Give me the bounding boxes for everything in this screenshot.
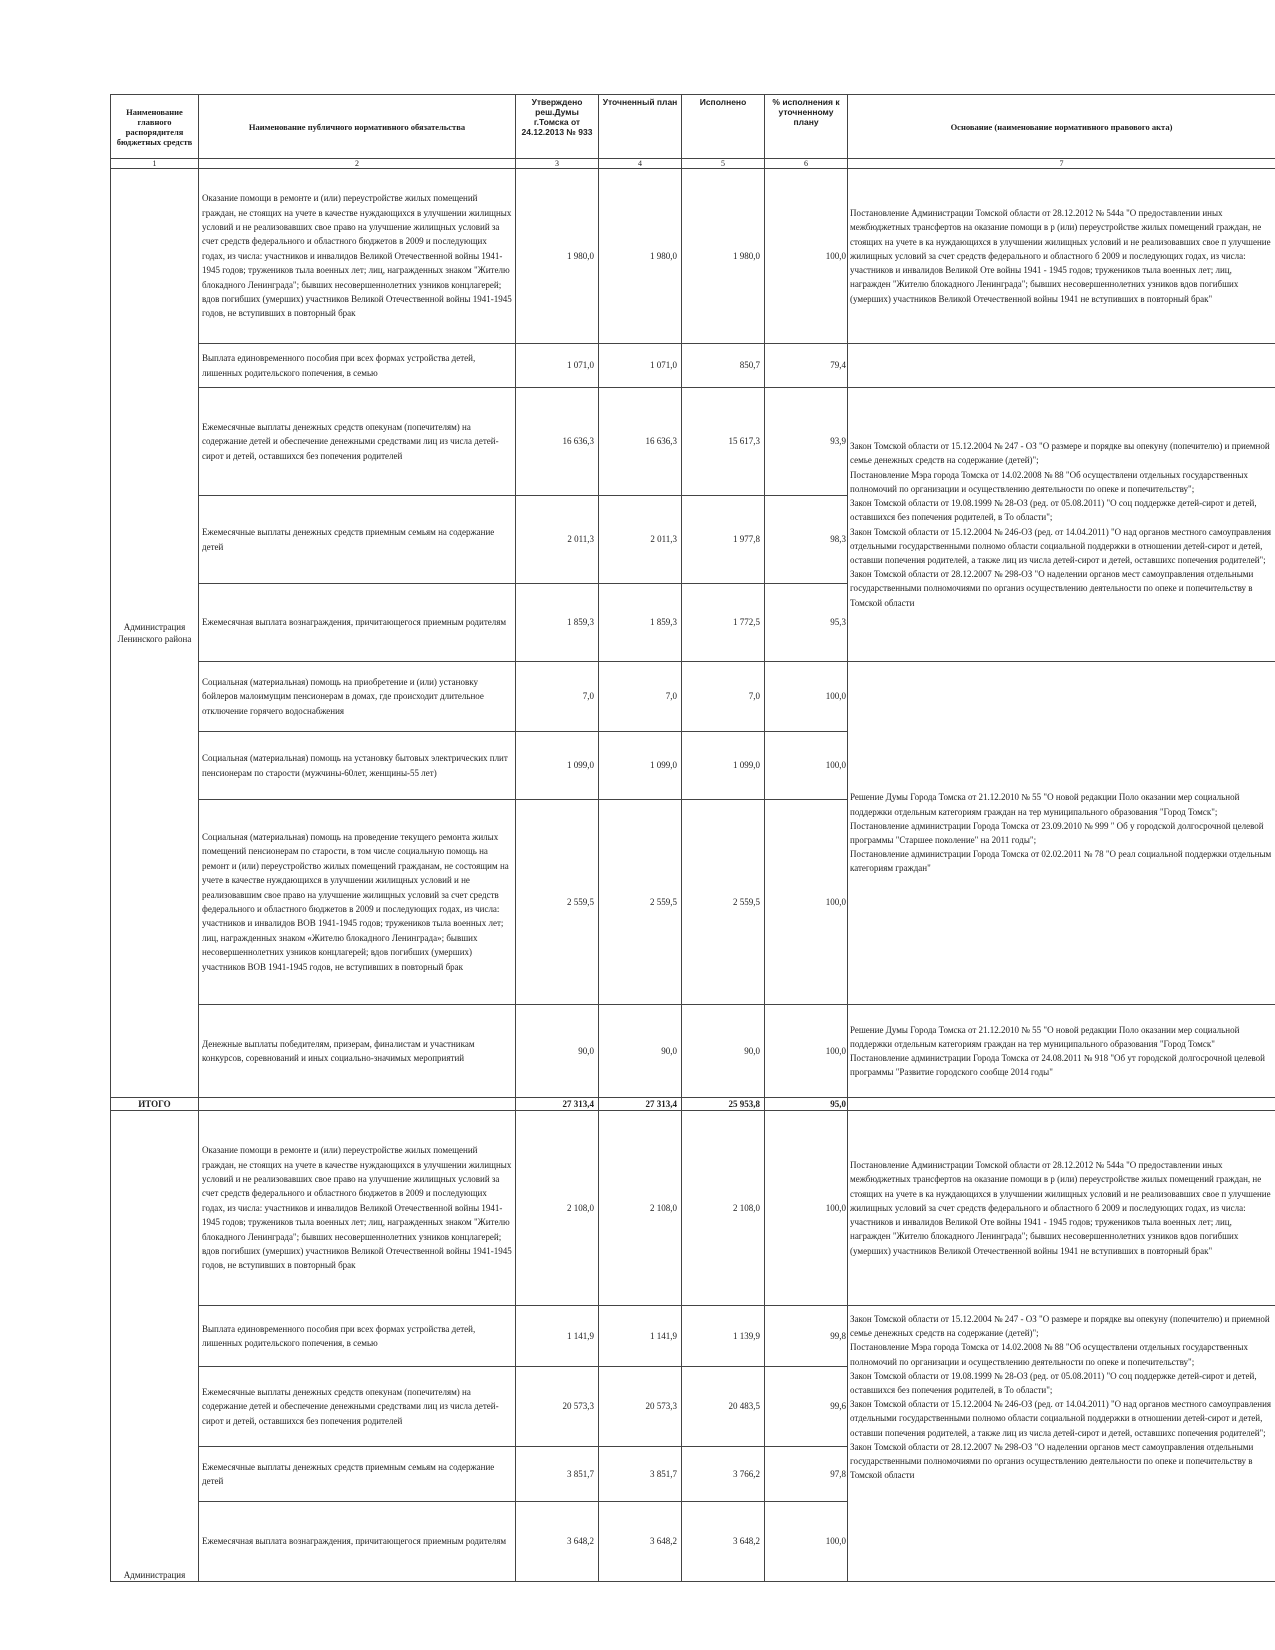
percent-value: 100,0: [765, 1005, 848, 1098]
manager-name: Администрация: [123, 1570, 186, 1580]
percent-value: 100,0: [765, 1111, 848, 1306]
done-value: 1 139,9: [682, 1306, 765, 1367]
percent-value: 98,3: [765, 496, 848, 584]
percent-value: 100,0: [765, 1502, 848, 1582]
plan-value: 16 636,3: [599, 388, 682, 496]
header-plan: Уточненный план: [599, 95, 682, 159]
plan-value: 1 071,0: [599, 344, 682, 388]
percent-value: 93,9: [765, 388, 848, 496]
header-row: [111, 95, 1275, 159]
basis-empty: [848, 344, 1275, 388]
percent-value: 79,4: [765, 344, 848, 388]
done-value: 7,0: [682, 662, 765, 732]
total-row: [111, 1098, 1275, 1111]
total-label: ИТОГО: [111, 1098, 199, 1111]
approved-value: 90,0: [516, 1005, 599, 1098]
percent-value: 100,0: [765, 169, 848, 344]
total-approved: 27 313,4: [516, 1098, 599, 1111]
obligation-name: Ежемесячные выплаты денежных средств приемным семьям на содержание детей: [199, 1447, 516, 1502]
approved-value: 1 980,0: [516, 169, 599, 344]
percent-value: 99,6: [765, 1367, 848, 1447]
done-value: 1 099,0: [682, 732, 765, 800]
plan-value: 7,0: [599, 662, 682, 732]
obligation-name: Социальная (материальная) помощь на установку бытовых электрических плит пенсионерам по старости (мужчины-60лет, женщины-55 лет): [199, 732, 516, 800]
approved-value: 1 859,3: [516, 584, 599, 662]
plan-value: 1 980,0: [599, 169, 682, 344]
percent-value: 97,8: [765, 1447, 848, 1502]
basis-text: Закон Томской области от 15.12.2004 № 247 - ОЗ "О размере и порядке вы опекуну (попечителю) и приемной семье денежных средств на содержание (детей)"; Постановление Мэра города Томска от 14.02.2008 № 88 "Об осуществлени отдельных государственных полномочий по организации и осуществлению деятельности по опеке и попечительству"; Закон Томской области от 19.08.1999 № 28-ОЗ (ред. от 05.08.2011) "О соц поддержке детей-сирот и детей, оставшихся без попечения родителей, в То области"; Закон Томской области от 15.12.2004 № 246-ОЗ (ред. от 14.04.2011) "О над органов местного самоуправления отдельными государственными полномо области социальной поддержки в отношении детей-сирот и детей, оставши попечения родителей, а также лиц из числа детей-сирот и детей, оставшихс попечения родителей"; Закон Томской области от 28.12.2007 № 298-ОЗ "О наделении органов мест самоуправления отдельными государственными полномочиями по организ осуществлению деятельности по опеке и попечительству в Томской области: [848, 1306, 1275, 1582]
obligation-name: Ежемесячные выплаты денежных средств опекунам (попечителям) на содержание детей и обеспечение денежными средствами лиц из числа детей-сирот и детей, оставшихся без попечения родителей: [199, 1367, 516, 1447]
percent-value: 100,0: [765, 800, 848, 1005]
table-row: [111, 388, 1275, 496]
table-row: [111, 1111, 1275, 1306]
basis-text: Решение Думы Города Томска от 21.12.2010 № 55 "О новой редакции Поло оказании мер социальной поддержки отдельным категориям граждан на тер муниципального образования "Город Томск"; Постановление администрации Города Томска от 23.09.2010 № 999 " Об у городской долгосрочной целевой программы "Старшее поколение" на 2011 годы"; Постановление администрации Города Томска от 02.02.2011 № 78 "О реал социальной поддержки отдельным категориям граждан": [848, 662, 1275, 1005]
budget-table-sheet: [110, 94, 1275, 1650]
obligation-name: Выплата единовременного пособия при всех формах устройства детей, лишенных родительского попечения, в семью: [199, 1306, 516, 1367]
obligation-name: Ежемесячная выплата вознаграждения, причитающегося приемным родителям: [199, 584, 516, 662]
approved-value: 16 636,3: [516, 388, 599, 496]
done-value: 2 108,0: [682, 1111, 765, 1306]
done-value: 20 483,5: [682, 1367, 765, 1447]
budget-table: [110, 94, 1275, 1582]
approved-value: 20 573,3: [516, 1367, 599, 1447]
obligation-name: Оказание помощи в ремонте и (или) переустройстве жилых помещений граждан, не стоящих на учете в качестве нуждающихся в улучшении жилищных условий и не реализовавших свое право на улучшение жилищных условий за счет средств федерального и областного бюджетов в 2009 и последующих годах, из числа: участников и инвалидов Великой Отечественной войны 1941-1945 годов; тружеников тыла военных лет; лиц, награжденных знаком "Жителю блокадного Ленинграда"; бывших несовершеннолетних узников концлагерей; вдов погибших (умерших) участников Великой Отечественной войны 1941-1945 годов, не вступивших в повторный брак: [199, 169, 516, 344]
plan-value: 2 011,3: [599, 496, 682, 584]
plan-value: 1 099,0: [599, 732, 682, 800]
plan-value: 2 108,0: [599, 1111, 682, 1306]
plan-value: 3 851,7: [599, 1447, 682, 1502]
done-value: 15 617,3: [682, 388, 765, 496]
approved-value: 1 071,0: [516, 344, 599, 388]
header-percent: % исполнения к уточненному плану: [765, 95, 848, 159]
table-row: [111, 1306, 1275, 1367]
column-number: 5: [682, 159, 765, 169]
total-percent: 95,0: [765, 1098, 848, 1111]
header-approved: Утверждено реш.Думы г.Томска от 24.12.2013 № 933: [516, 95, 599, 159]
basis-text: Закон Томской области от 15.12.2004 № 247 - ОЗ "О размере и порядке вы опекуну (попечителю) и приемной семье денежных средств на содержание (детей)"; Постановление Мэра города Томска от 14.02.2008 № 88 "Об осуществлени отдельных государственных полномочий по организации и осуществлению деятельности по опеке и попечительству"; Закон Томской области от 19.08.1999 № 28-ОЗ (ред. от 05.08.2011) "О соц поддержке детей-сирот и детей, оставшихся без попечения родителей, в То области"; Закон Томской области от 15.12.2004 № 246-ОЗ (ред. от 14.04.2011) "О над органов местного самоуправления отдельными государственными полномо области социальной поддержки в отношении детей-сирот и детей, оставши попечения родителей, а также лиц из числа детей-сирот и детей, оставшихс попечения родителей"; Закон Томской области от 28.12.2007 № 298-ОЗ "О наделении органов мест самоуправления отдельными государственными полномочиями по организ осуществлению деятельности по опеке и попечительству в Томской области: [848, 388, 1275, 662]
approved-value: 1 141,9: [516, 1306, 599, 1367]
approved-value: 2 011,3: [516, 496, 599, 584]
done-value: 90,0: [682, 1005, 765, 1098]
total-plan: 27 313,4: [599, 1098, 682, 1111]
percent-value: 100,0: [765, 732, 848, 800]
header-done: Исполнено: [682, 95, 765, 159]
table-row: [111, 344, 1275, 388]
table-row: [111, 1005, 1275, 1098]
plan-value: 1 859,3: [599, 584, 682, 662]
approved-value: 3 851,7: [516, 1447, 599, 1502]
obligation-name: Социальная (материальная) помощь на проведение текущего ремонта жилых помещений пенсионерам по старости, в том числе социальную помощь на ремонт и (или) переустройство жилых помещений гражданам, не состоящим на учете в качестве нуждающихся в улучшении жилищных условий и не реализовавшим свое право на улучшение жилищных условий за счет средств федерального и областного бюджетов в 2009 и последующих годах, из числа: участников и инвалидов ВОВ 1941-1945 годов; тружеников тыла военных лет; лиц, награжденных знаком «Жителю блокадного Ленинграда»; бывших несовершеннолетних узников концлагерей; вдов погибших (умерших) участников ВОВ 1941-1945 годов, не вступивших в повторный брак: [199, 800, 516, 1005]
total-empty: [199, 1098, 516, 1111]
basis-text: Постановление Администрации Томской области от 28.12.2012 № 544а "О предоставлении иных межбюджетных трансфертов на оказание помощи в р (или) переустройстве жилых помещений граждан, не стоящих на учете в ка нуждающихся в улучшении жилищных условий и не реализовавших свое п улучшение жилищных условий за счет средств федерального и областного б 2009 и последующих годах, из числа: участников и инвалидов Великой Оте войны 1941 - 1945 годов; тружеников тыла военных лет; лиц, награжден "Жителю блокадного Ленинграда"; бывших несовершеннолетних узников вдов погибших (умерших) участников Великой Отечественной войны 1941 не вступивших в повторный брак": [848, 169, 1275, 344]
column-number: 6: [765, 159, 848, 169]
done-value: 3 648,2: [682, 1502, 765, 1582]
manager-cell: Администрация Ленинского района: [111, 169, 199, 1098]
plan-value: 90,0: [599, 1005, 682, 1098]
obligation-name: Социальная (материальная) помощь на приобретение и (или) установку бойлеров малоимущим пенсионерам в домах, где происходит длительное отключение горячего водоснабжения: [199, 662, 516, 732]
column-number: 2: [199, 159, 516, 169]
table-row: [111, 169, 1275, 344]
approved-value: 1 099,0: [516, 732, 599, 800]
total-done: 25 953,8: [682, 1098, 765, 1111]
done-value: 1 772,5: [682, 584, 765, 662]
done-value: 1 980,0: [682, 169, 765, 344]
done-value: 3 766,2: [682, 1447, 765, 1502]
approved-value: 2 108,0: [516, 1111, 599, 1306]
total-basis-empty: [848, 1098, 1275, 1111]
table-row: [111, 662, 1275, 732]
plan-value: 20 573,3: [599, 1367, 682, 1447]
done-value: 2 559,5: [682, 800, 765, 1005]
column-number: 1: [111, 159, 199, 169]
percent-value: 99,8: [765, 1306, 848, 1367]
approved-value: 7,0: [516, 662, 599, 732]
plan-value: 2 559,5: [599, 800, 682, 1005]
plan-value: 1 141,9: [599, 1306, 682, 1367]
basis-text: Решение Думы Города Томска от 21.12.2010 № 55 "О новой редакции Поло оказании мер социальной поддержки отдельным категориям граждан на тер муниципального образования "Город Томск" Постановление администрации Города Томска от 24.08.2011 № 918 "Об ут городской долгосрочной целевой программы "Развитие городского сообще 2014 годы": [848, 1005, 1275, 1098]
manager-cell: [111, 1111, 199, 1582]
plan-value: 3 648,2: [599, 1502, 682, 1582]
basis-text: Постановление Администрации Томской области от 28.12.2012 № 544а "О предоставлении иных межбюджетных трансфертов на оказание помощи в р (или) переустройстве жилых помещений граждан, не стоящих на учете в ка нуждающихся в улучшении жилищных условий и не реализовавших свое п улучшение жилищных условий за счет средств федерального и областного б 2009 и последующих годах, из числа: участников и инвалидов Великой Оте войны 1941 - 1945 годов; тружеников тыла военных лет; лиц, награжден "Жителю блокадного Ленинграда"; бывших несовершеннолетних узников вдов погибших (умерших) участников Великой Отечественной войны 1941 не вступивших в повторный брак": [848, 1111, 1275, 1306]
approved-value: 2 559,5: [516, 800, 599, 1005]
header-basis: Основание (наименование нормативного правового акта): [848, 95, 1275, 159]
obligation-name: Денежные выплаты победителям, призерам, финалистам и участникам конкурсов, соревнований и иных социально-значимых мероприятий: [199, 1005, 516, 1098]
obligation-name: Выплата единовременного пособия при всех формах устройства детей, лишенных родительского попечения, в семью: [199, 344, 516, 388]
header-obligation: Наименование публичного нормативного обязательства: [199, 95, 516, 159]
obligation-name: Оказание помощи в ремонте и (или) переустройстве жилых помещений граждан, не стоящих на учете в качестве нуждающихся в улучшении жилищных условий и не реализовавших свое право на улучшение жилищных условий за счет средств федерального и областного бюджетов в 2009 и последующих годах, из числа: участников и инвалидов Великой Отечественной войны 1941-1945 годов; тружеников тыла военных лет; лиц, награжденных знаком "Жителю блокадного Ленинграда"; бывших несовершеннолетних узников концлагерей; вдов погибших (умерших) участников Великой Отечественной войны 1941-1945 годов, не вступивших в повторный брак: [199, 1111, 516, 1306]
done-value: 1 977,8: [682, 496, 765, 584]
percent-value: 100,0: [765, 662, 848, 732]
header-manager: Наименование главного распорядителя бюджетных средств: [111, 95, 199, 159]
column-numbers-row: [111, 159, 1275, 169]
obligation-name: Ежемесячные выплаты денежных средств приемным семьям на содержание детей: [199, 496, 516, 584]
column-number: 7: [848, 159, 1275, 169]
percent-value: 95,3: [765, 584, 848, 662]
column-number: 3: [516, 159, 599, 169]
obligation-name: Ежемесячная выплата вознаграждения, причитающегося приемным родителям: [199, 1502, 516, 1582]
approved-value: 3 648,2: [516, 1502, 599, 1582]
done-value: 850,7: [682, 344, 765, 388]
obligation-name: Ежемесячные выплаты денежных средств опекунам (попечителям) на содержание детей и обеспечение денежными средствами лиц из числа детей-сирот и детей, оставшихся без попечения родителей: [199, 388, 516, 496]
column-number: 4: [599, 159, 682, 169]
